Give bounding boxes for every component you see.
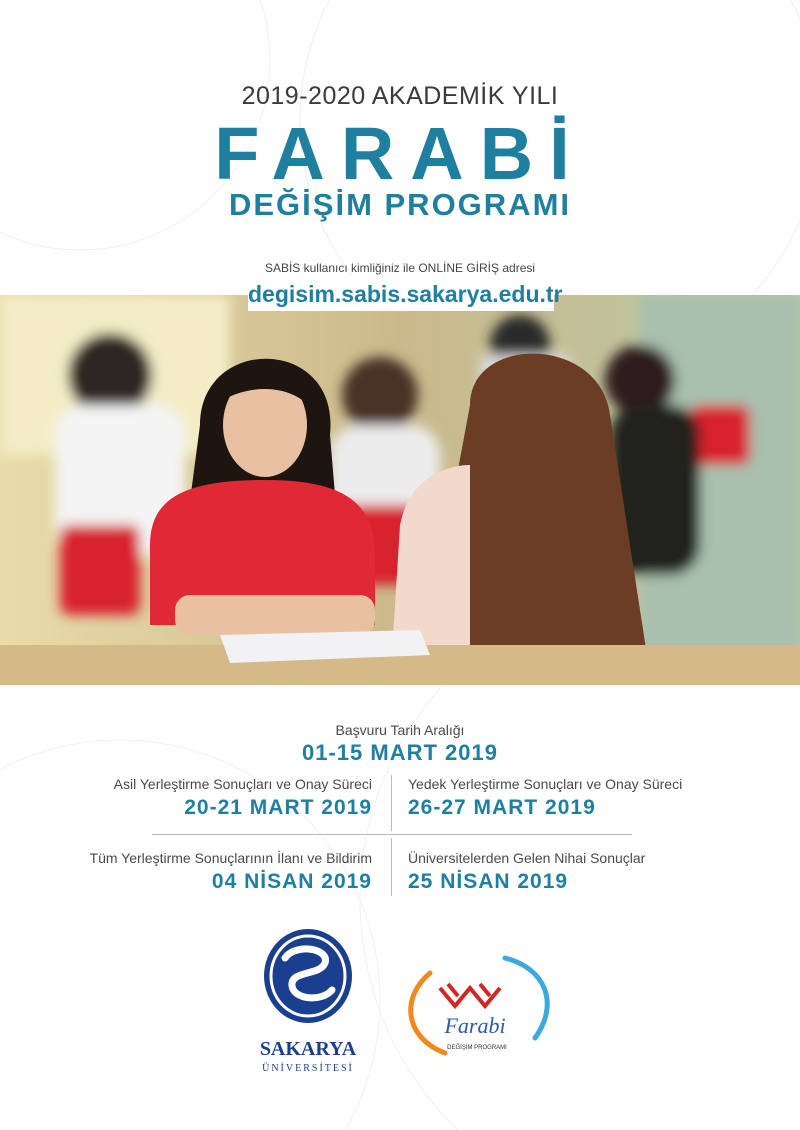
primary-results-label: Asil Yerleştirme Sonuçları ve Onay Süreci xyxy=(113,776,372,792)
academic-year: 2019-2020 AKADEMİK YILI xyxy=(241,82,559,110)
sakarya-name: SAKARYA xyxy=(259,1038,357,1060)
sakarya-logo xyxy=(260,929,357,1074)
logos-graphic xyxy=(0,928,800,1078)
application-period-value: 01-15 MART 2019 xyxy=(302,740,498,765)
final-results-label: Üniversitelerden Gelen Nihai Sonuçlar xyxy=(408,850,646,866)
program-title: FARABİ xyxy=(214,112,586,195)
all-results-value: 04 NİSAN 2019 xyxy=(211,870,372,893)
logos-row xyxy=(0,928,800,1078)
application-period-label: Başvuru Tarih Aralığı xyxy=(335,722,465,738)
farabi-logo-sub: DEĞİŞİM PROGRAMI xyxy=(447,1045,507,1051)
all-results-label: Tüm Yerleştirme Sonuçlarının İlanı ve Bildirim xyxy=(89,850,372,866)
farabi-logo-name: Farabi xyxy=(444,1013,506,1038)
primary-results-value: 20-21 MART 2019 xyxy=(184,796,372,819)
login-note: SABİS kullanıcı kimliğiniz ile ONLİNE GİRİŞ adresi xyxy=(264,261,536,275)
login-url-link[interactable]: degisim.sabis.sakarya.edu.tr xyxy=(248,277,554,311)
reserve-results-value: 26-27 MART 2019 xyxy=(408,796,596,819)
students-photo xyxy=(0,295,800,685)
vertical-divider-top xyxy=(391,775,392,831)
final-results-value: 25 NİSAN 2019 xyxy=(408,870,569,893)
reserve-results-label: Yedek Yerleştirme Sonuçları ve Onay Süreci xyxy=(408,776,683,792)
vertical-divider-bottom xyxy=(391,838,392,896)
farabi-logo xyxy=(411,958,548,1053)
sakarya-sub: ÜNİVERSİTESİ xyxy=(262,1063,354,1074)
program-subtitle: DEĞİŞİM PROGRAMI xyxy=(228,187,571,222)
horizontal-divider xyxy=(152,834,632,835)
